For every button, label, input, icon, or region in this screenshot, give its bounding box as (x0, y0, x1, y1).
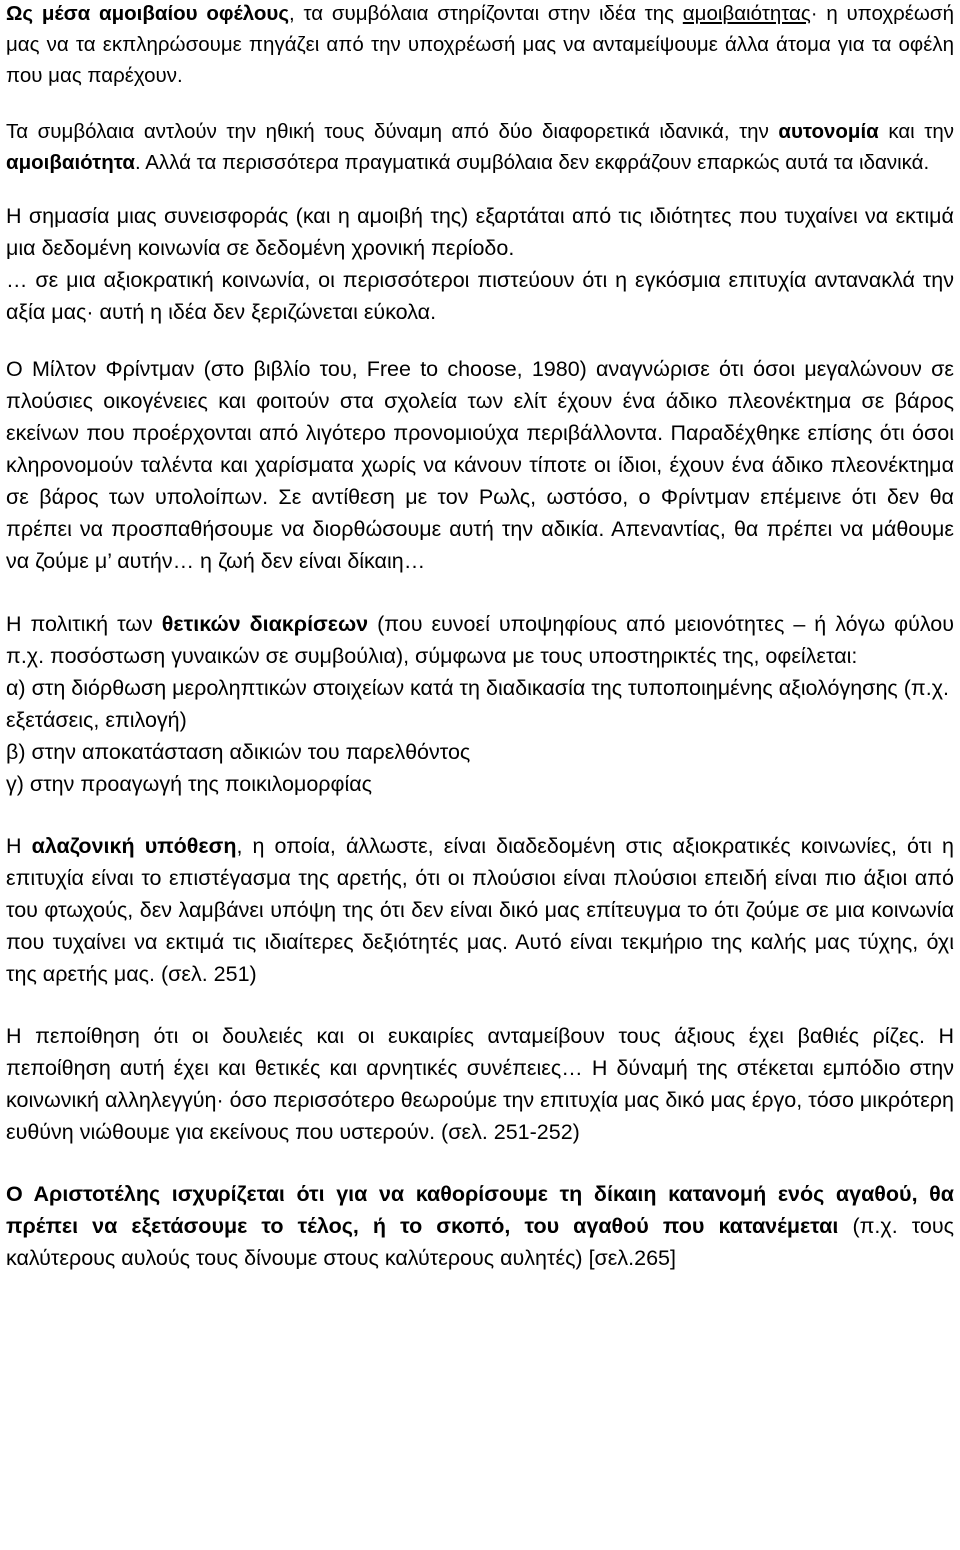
paragraph-aristotle (6, 1178, 954, 1274)
paragraph-arrogant-assumption (6, 830, 954, 990)
list-item-a: α) στη διόρθωση μεροληπτικών στοιχείων κατά τη διαδικασία της τυποποιημένης αξιολόγησης (π.χ. εξετάσεις, επιλογή) (6, 676, 949, 732)
underlined-term: αμοιβαιότητας (682, 2, 811, 25)
text-span: (που ευνοεί υποψηφίους από μειονότητες – ή λόγω φύλου π.χ. ποσόστωση γυναικών σε συμβούλια), σύμφωνα με τους υποστηρικτές της, οφείλεται: (6, 612, 954, 668)
text-span: Τα συμβόλαια αντλούν την ηθική τους δύναμη από δύο διαφορετικά ιδανικά, την (6, 120, 779, 143)
bold-term-autonomy: αυτονομία (778, 120, 879, 143)
bold-term-affirmative-action: θετικών διακρίσεων (161, 612, 369, 636)
text-span: , τα συμβόλαια στηρίζονται στην ιδέα της (289, 2, 683, 25)
bold-term-reciprocity: αμοιβαιότητα (6, 151, 135, 174)
text-span: · η υποχρέωσή μας να τα εκπληρώσουμε πηγάζει από την υποχρέωσή μας να ανταμείψουμε άλλα άτομα για τα οφέλη που μας παρέχουν. (6, 2, 954, 87)
text-span: . Αλλά τα περισσότερα πραγματικά συμβόλαια δεν εκφράζουν επαρκώς αυτά τα ιδανικά. (134, 151, 930, 174)
paragraph-belief-in-merit (6, 1020, 954, 1148)
paragraph-affirmative-action (6, 608, 954, 800)
text-span: Ο Μίλτον Φρίντμαν (στο βιβλίο του, Free to choose, 1980) αναγνώρισε ότι όσοι μεγαλώνουν σε πλούσιες οικογένειες και φοιτούν στα σχολεία των ελίτ έχουν ένα άδικο πλεονέκτημα σε βάρος εκείνων που προέρχονται από λιγότερο προνομιούχα περιβάλλοντα. Παραδέχθηκε επίσης ότι όσοι κληρονομούν ταλέντα και χαρίσματα χωρίς να κάνουν τίποτε οι ίδιοι, έχουν ένα άδικο πλεονέκτημα σε βάρος των υπολοίπων. Σε αντίθεση με τον Ρωλς, ωστόσο, ο Φρίντμαν επέμεινε ότι δεν θα πρέπει να προσπαθήσουμε να διορθώσουμε αυτή την αδικία. Απεναντίας, θα πρέπει να μάθουμε να ζούμε μ’ αυτήν… η ζωή δεν είναι δίκαιη… (6, 357, 954, 573)
paragraph-mutual-benefit (6, 0, 954, 91)
text-span: , η οποία, άλλωστε, είναι διαδεδομένη στις αξιοκρατικές κοινωνίες, ότι η επιτυχία είναι το επιστέγασμα της αρετής, ότι οι πλούσιοι είναι πλούσιοι επειδή είναι πιο άξιοι από του φτωχούς, δεν λαμβάνει υπόψη της ότι δεν είναι δικό μας επίτευγμα το ότι ζούμε σε μια κοινωνία που τυχαίνει να εκτιμά τις ιδιαίτερες δεξιότητές μας. Αυτό είναι τεκμήριο της καλής μας τύχης, όχι της αρετής μας. (σελ. 251) (6, 834, 954, 986)
text-line: Η σημασία μιας συνεισφοράς (και η αμοιβή της) εξαρτάται από τις ιδιότητες που τυχαίνει να εκτιμά μια δεδομένη κοινωνία σε δεδομένη χρονική περίοδο. (6, 204, 954, 260)
text-span: Η (6, 834, 32, 858)
text-span: Η πεποίθηση ότι οι δουλειές και οι ευκαιρίες ανταμείβουν τους άξιους έχει βαθιές ρίζες. Η πεποίθηση αυτή έχει και θετικές και αρνητικές συνέπειες… Η δύναμή της στέκεται εμπόδιο στην κοινωνική αλληλεγγύη· όσο περισσότερο θεωρούμε την επιτυχία μας δικό μας έργο, τόσο μικρότερη ευθύνη νιώθουμε για εκείνους που υστερούν. (σελ. 251-252) (6, 1024, 954, 1144)
bold-aristotle-claim: Ο Αριστοτέλης ισχυρίζεται ότι για να καθορίσουμε τη δίκαιη κατανομή ενός αγαθού, θα πρέπει να εξετάσουμε το τέλος, ή το σκοπό, του αγαθού που κατανέμεται (6, 1182, 954, 1238)
paragraph-contract-ideals (6, 116, 954, 178)
list-item-c: γ) στην προαγωγή της ποικιλομορφίας (6, 772, 373, 796)
text-span: (π.χ. τους καλύτερους αυλούς τους δίνουμε στους καλύτερους αυλητές) [σελ.265] (6, 1214, 954, 1270)
paragraph-friedman (6, 353, 954, 577)
bold-term-arrogant-assumption: αλαζονική υπόθεση (31, 834, 237, 858)
bold-phrase: Ως μέσα αμοιβαίου οφέλους (6, 2, 290, 25)
list-item-b: β) στην αποκατάσταση αδικιών του παρελθόντος (6, 740, 471, 764)
text-span: και την (878, 120, 955, 143)
text-line: … σε μια αξιοκρατική κοινωνία, οι περισσότεροι πιστεύουν ότι η εγκόσμια επιτυχία αντανακλά την αξία μας· αυτή η ιδέα δεν ξεριζώνεται εύκολα. (6, 268, 954, 324)
text-span: Η πολιτική των (6, 612, 162, 636)
paragraph-contribution-value (6, 200, 954, 328)
